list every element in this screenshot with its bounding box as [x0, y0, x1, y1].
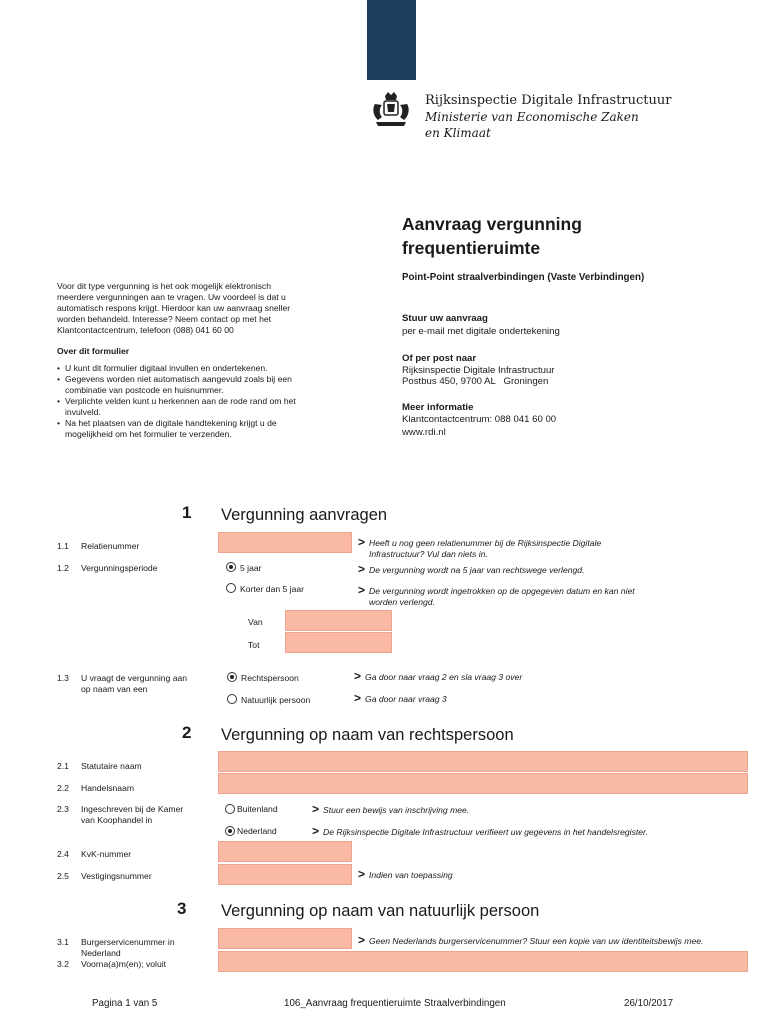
about-item-text: Na het plaatsen van de digitale handtekening krijgt u de [65, 418, 277, 428]
intro-line: automatisch respons krijgt. Hierdoor kan uw aanvraag sneller [57, 303, 291, 313]
page-title-line1: Aanvraag vergunning [402, 214, 582, 234]
hint-text [358, 564, 688, 576]
question-number: 3.2 [57, 959, 69, 969]
about-item [57, 396, 337, 418]
hint-text [358, 935, 768, 947]
post-address-line1: Rijksinspectie Digitale Infrastructuur [402, 365, 555, 376]
hint-line: Infrastructuur? Vul dan niets in. [369, 549, 488, 559]
hint-text [312, 826, 732, 838]
question-number: 2.5 [57, 871, 69, 881]
hint-line: Ga door naar vraag 2 en sla vraag 3 over [365, 672, 523, 682]
section-title: Vergunning aanvragen [221, 506, 388, 524]
question-label-line: Burgerservicenummer in [81, 937, 175, 947]
post-heading: Of per post naar [402, 353, 477, 364]
radio-rechtspersoon[interactable] [227, 672, 237, 682]
info-phone: Klantcontactcentrum: 088 041 60 00 [402, 414, 557, 425]
ministry-name-line2: en Klimaat [425, 126, 491, 140]
info-website[interactable]: www.rdi.nl [402, 427, 446, 438]
crest-icon [370, 90, 412, 130]
radio-label: Rechtspersoon [241, 673, 299, 683]
intro-line: Klantcontactcentrum, telefoon (088) 041 60 00 [57, 325, 234, 335]
question-label-line: Nederland [81, 948, 121, 958]
question-number: 1.1 [57, 541, 69, 551]
voornamen-input[interactable] [218, 951, 748, 972]
footer-page-number: Pagina 1 van 5 [92, 998, 158, 1009]
about-item [57, 374, 337, 396]
hint-text [312, 804, 712, 816]
question-number: 1.3 [57, 673, 69, 683]
about-item-text: U kunt dit formulier digitaal invullen en ondertekenen. [65, 363, 268, 373]
page-subtitle: Point-Point straalverbindingen (Vaste Verbindingen) [402, 272, 645, 283]
hint-text [358, 537, 688, 560]
vestigingsnummer-input[interactable] [218, 864, 352, 885]
question-number: 3.1 [57, 937, 69, 947]
logo-band [367, 0, 416, 80]
question-label [81, 937, 175, 959]
ministry-name-line1: Ministerie van Economische Zaken [425, 110, 639, 124]
info-heading: Meer informatie [402, 402, 474, 413]
hint-line: Stuur een bewijs van inschrijving mee. [323, 805, 470, 815]
page-title-line2: frequentieruimte [402, 238, 541, 258]
van-label: Van [248, 617, 263, 627]
radio-label: 5 jaar [240, 563, 262, 573]
question-label-line: U vraagt de vergunning aan [81, 673, 188, 683]
hint-line: worden verlengd. [369, 597, 435, 607]
question-label: KvK-nummer [81, 849, 132, 859]
section-number: 3 [177, 899, 187, 918]
statutaire-naam-input[interactable] [218, 751, 748, 772]
chevron-right-icon: > [358, 535, 366, 549]
chevron-right-icon: > [358, 933, 366, 947]
tot-label: Tot [248, 640, 260, 650]
hint-line: Ga door naar vraag 3 [365, 694, 447, 704]
question-label: Relatienummer [81, 541, 140, 551]
hint-line: De vergunning wordt na 5 jaar van rechtswege verlengd. [369, 565, 585, 575]
radio-buitenland[interactable] [225, 804, 235, 814]
footer-date: 26/10/2017 [624, 998, 674, 1009]
question-label: Statutaire naam [81, 761, 142, 771]
radio-natuurlijk-persoon[interactable] [227, 694, 237, 704]
hint-line: Heeft u nog geen relatienummer bij de Rijksinspectie Digitale [369, 538, 602, 548]
question-label: Voorna(a)m(en); voluit [81, 959, 167, 969]
hint-line: Geen Nederlands burgerservicenummer? Stuur een kopie van uw identiteitsbewijs mee. [369, 936, 704, 946]
question-number: 1.2 [57, 563, 69, 573]
radio-korter-dan-5-jaar[interactable] [226, 583, 236, 593]
hint-line: Indien van toepassing [369, 870, 453, 880]
about-item-text: Verplichte velden kunt u herkennen aan de rode rand om het [65, 396, 296, 406]
hint-text [354, 693, 684, 705]
intro-text [57, 281, 337, 336]
question-label: Handelsnaam [81, 783, 135, 793]
hint-line: De Rijksinspectie Digitale Infrastructuur verifieert uw gegevens in het handelsregister. [323, 827, 648, 837]
relatienummer-input[interactable] [218, 532, 352, 553]
intro-line: meerdere vergunningen aan te vragen. Uw voordeel is dat u [57, 292, 286, 302]
about-item-text: invulveld. [65, 407, 101, 417]
section-number: 2 [182, 723, 192, 742]
section-title: Vergunning op naam van natuurlijk persoon [221, 902, 540, 920]
handelsnaam-input[interactable] [218, 773, 748, 794]
about-item-text: mogelijkheid om het formulier te verzenden. [65, 429, 232, 439]
question-label: Vestigingsnummer [81, 871, 152, 881]
question-number: 2.4 [57, 849, 69, 859]
tot-date-input[interactable] [285, 632, 392, 653]
section-title: Vergunning op naam van rechtspersoon [221, 726, 514, 744]
van-date-input[interactable] [285, 610, 392, 631]
question-number: 2.3 [57, 804, 69, 814]
about-item-text: Gegevens worden niet automatisch aangevuld zoals bij een [65, 374, 292, 384]
question-label: Vergunningsperiode [81, 563, 158, 573]
question-number: 2.1 [57, 761, 69, 771]
footer-document-name: 106_Aanvraag frequentieruimte Straalverbindingen [284, 998, 506, 1009]
question-number: 2.2 [57, 783, 69, 793]
question-label [81, 804, 183, 826]
hint-text [358, 869, 658, 881]
intro-line: Voor dit type vergunning is het ook mogelijk elektronisch [57, 281, 272, 291]
question-label-line: van Koophandel in [81, 815, 153, 825]
about-list [57, 363, 337, 440]
radio-label: Nederland [237, 826, 277, 836]
chevron-right-icon: > [358, 583, 366, 597]
section-number: 1 [182, 503, 192, 522]
post-address-line2: Postbus 450, 9700 AL Groningen [402, 376, 549, 387]
radio-5-jaar[interactable] [226, 562, 236, 572]
about-item [57, 363, 337, 374]
chevron-right-icon: > [354, 691, 362, 705]
chevron-right-icon: > [358, 562, 366, 576]
radio-label: Korter dan 5 jaar [240, 584, 305, 594]
chevron-right-icon: > [312, 802, 320, 816]
about-item-text: combinatie van postcode en huisnummer. [65, 385, 224, 395]
chevron-right-icon: > [358, 867, 366, 881]
about-item [57, 418, 337, 440]
hint-text [354, 671, 684, 683]
about-heading: Over dit formulier [57, 346, 130, 356]
hint-line: De vergunning wordt ingetrokken op de opgegeven datum en kan niet [369, 586, 635, 596]
hint-text [358, 585, 688, 608]
question-label-line: Ingeschreven bij de Kamer [81, 804, 184, 814]
radio-label: Natuurlijk persoon [241, 695, 311, 705]
question-label-line: op naam van een [81, 684, 148, 694]
intro-line: worden behandeld. Interesse? Neem contact op met het [57, 314, 272, 324]
send-text: per e-mail met digitale ondertekening [402, 326, 560, 337]
org-name: Rijksinspectie Digitale Infrastructuur [425, 93, 672, 108]
send-heading: Stuur uw aanvraag [402, 313, 488, 324]
radio-label: Buitenland [237, 804, 278, 814]
page-title [402, 212, 582, 260]
question-label [81, 673, 187, 695]
radio-nederland[interactable] [225, 826, 235, 836]
burgerservicenummer-input[interactable] [218, 928, 352, 949]
chevron-right-icon: > [354, 669, 362, 683]
chevron-right-icon: > [312, 824, 320, 838]
kvk-nummer-input[interactable] [218, 841, 352, 862]
